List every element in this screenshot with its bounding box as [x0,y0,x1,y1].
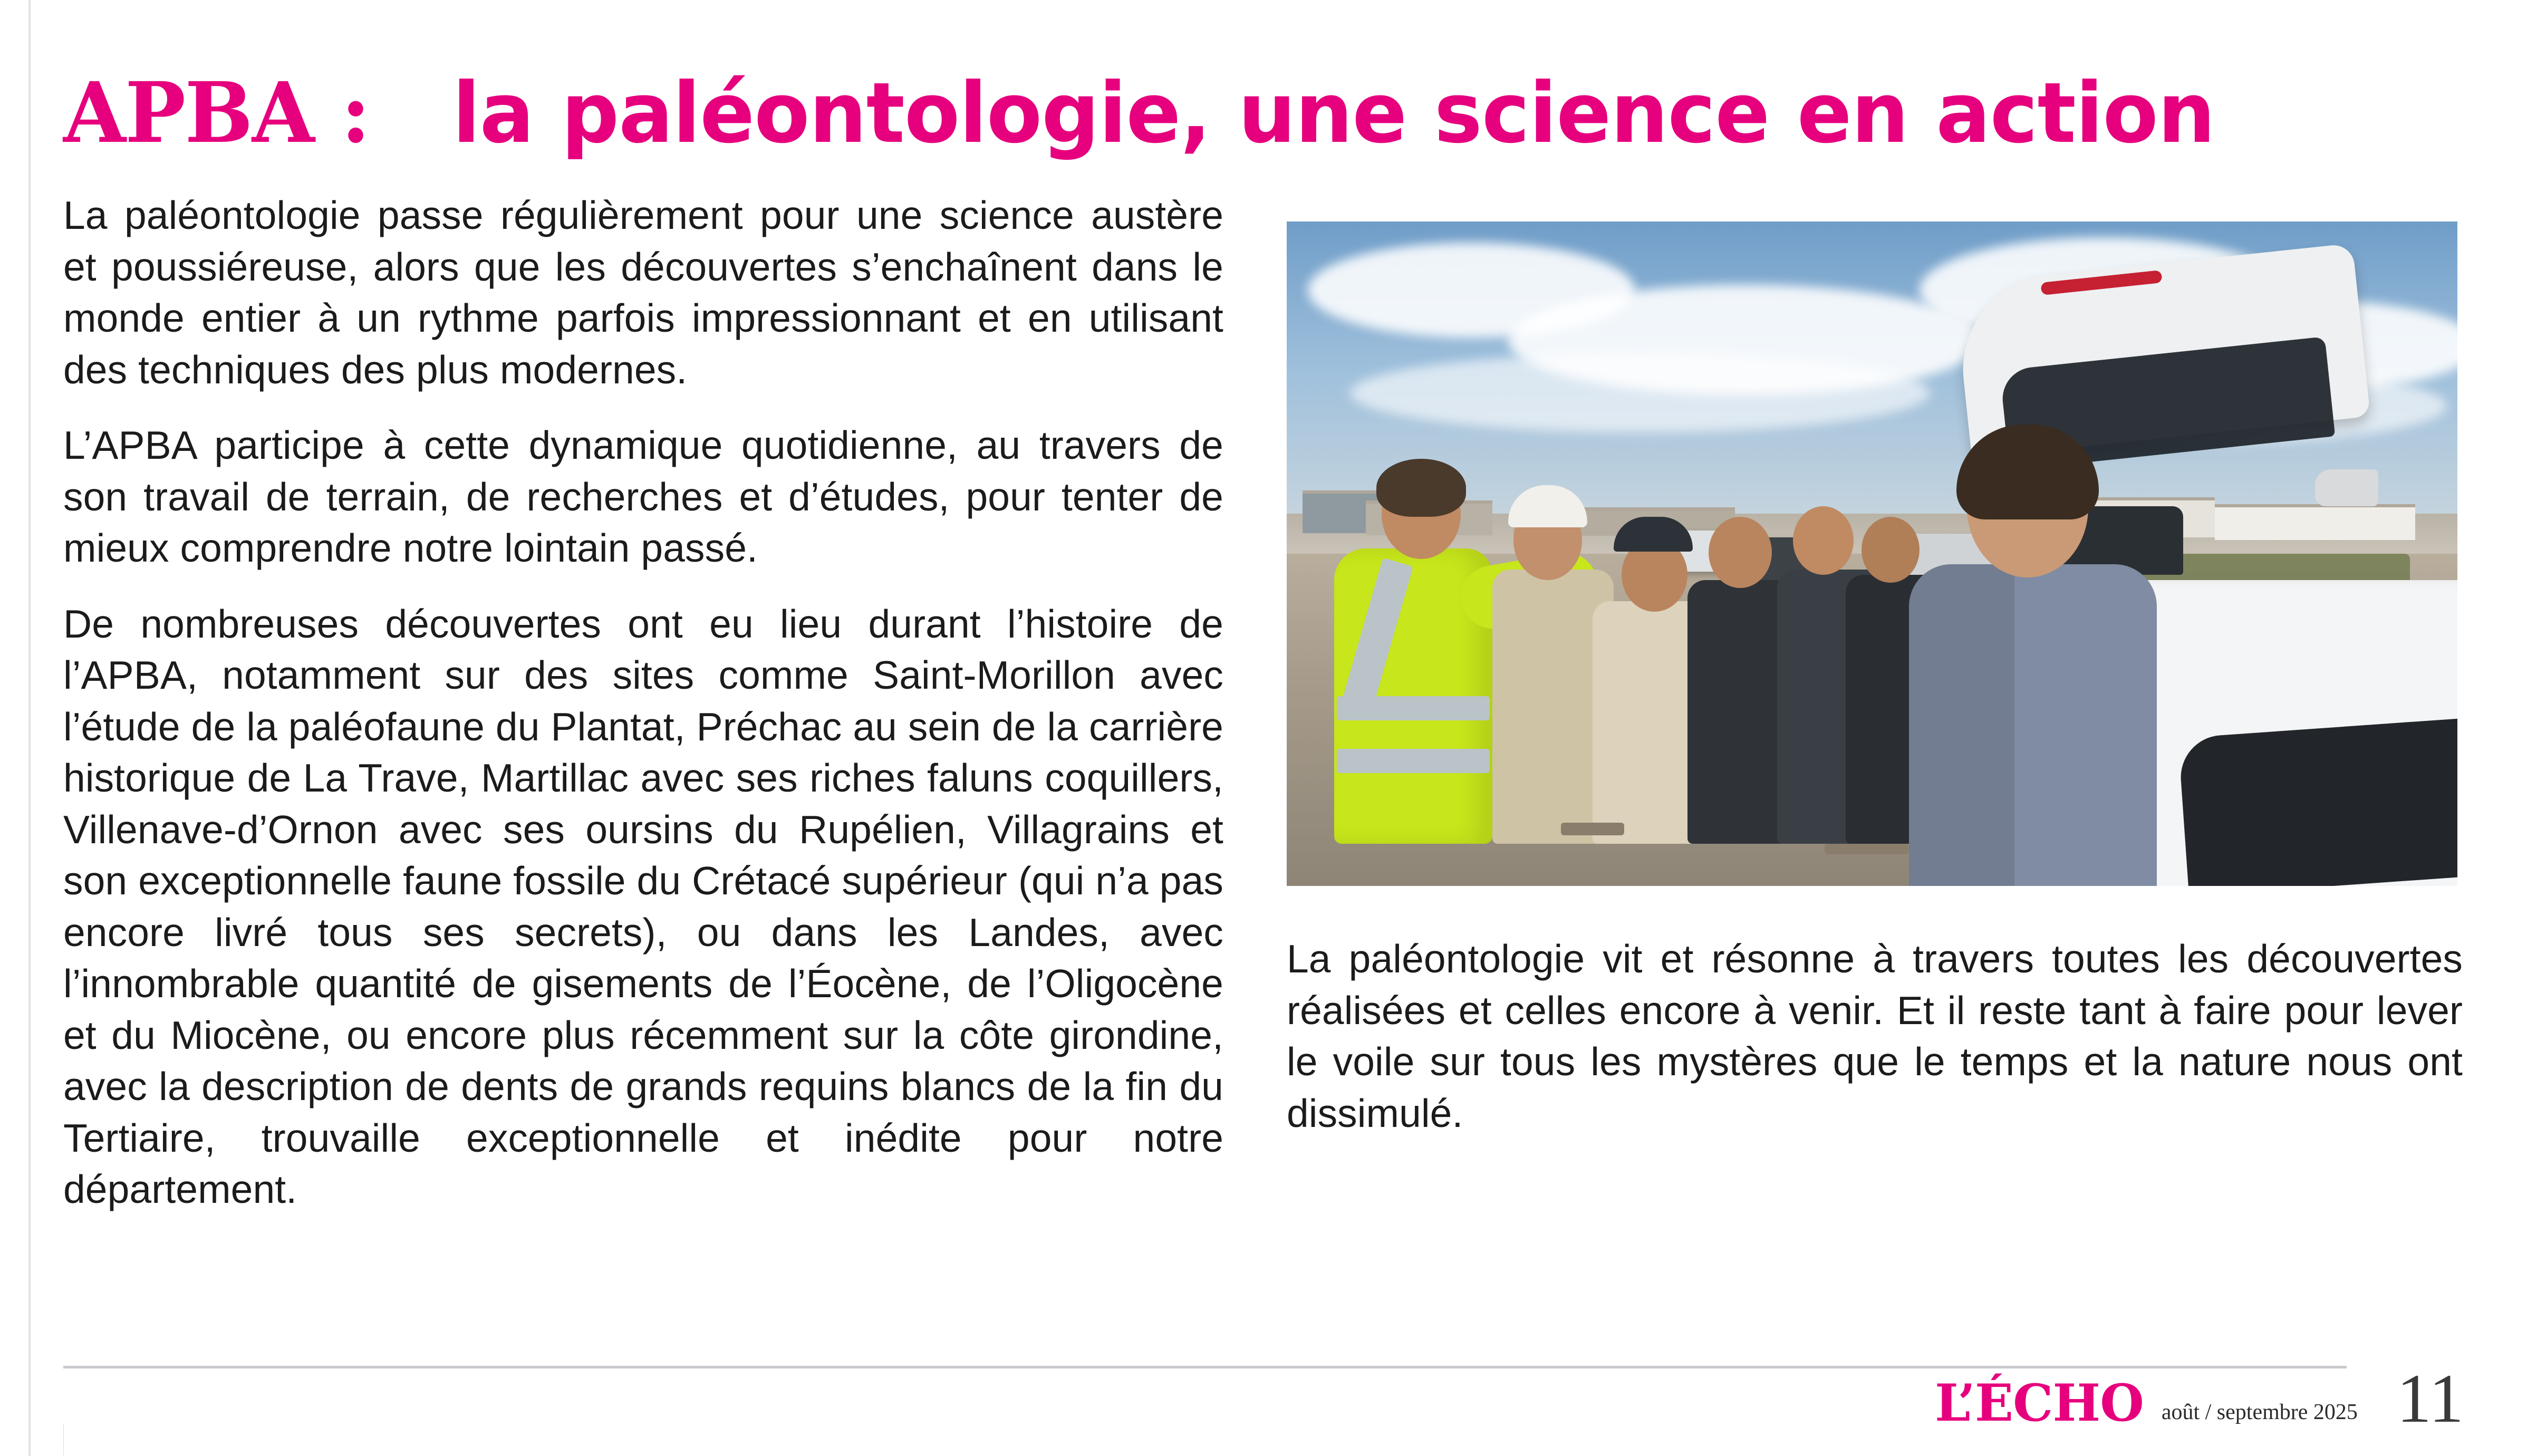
hi-vis-stripe [1337,749,1490,773]
page-footer [1935,1359,2464,1437]
torso-shading [1909,564,2014,886]
paragraph-2: L’APBA participe à cette dynamique quotidienne, au travers de son travail de terrain, de recherches et d’études, pour tenter de mieux comprendre notre lointain passé. [63,423,1223,570]
footer-tick [63,1424,64,1455]
ground-debris [1825,844,1909,854]
side-mirror [2315,469,2378,506]
paragraph-3: De nombreuses découvertes ont eu lieu durant l’histoire de l’APBA, notamment sur des sites comme Saint-Morillon avec l’étude de la paléofaune du Plantat, Préchac au sein de la carrière historique de La Trave, Martillac avec ses riches faluns coquillers, Villenave-d’Ornon avec ses oursins du Rupélien, Villagrains et son exceptionnelle faune fossile du Crétacé supérieur (qui n’a pas encore livré tous ses secrets), ou dans les Landes, avec l’innombrable quantité de gisements de l’Éocène, de l’Oligocène et du Miocène, ou encore plus récemment sur la côte girondine, avec la description de dents de grands requins blancs de la fin du Tertiaire, trouvaille exceptionnelle et inédite pour notre département. [63,601,1223,1211]
page-left-rule [28,0,31,1456]
photo-illustration [1287,221,2457,886]
paragraph-1: La paléontologie passe régulièrement pour une science austère et poussiéreuse, alors que les découvertes s’enchaînent dans le monde entier à un rythme parfois impressionnant et en utilisant des techniques des plus modernes. [63,193,1223,392]
field-outing-photograph [1287,221,2457,886]
headline-kicker: APBA : [63,64,370,162]
page-title [63,64,2396,162]
visitor-head [1862,517,1920,583]
issue-date: août / septembre 2025 [2161,1400,2358,1424]
article-body-column [63,190,1223,1216]
car-dark-panel [2178,718,2457,886]
caption-text: La paléontologie vit et résonne à travers toutes les découvertes réalisées et celles encore à venir. Et il reste tant à faire pour lever le voile sur tous les mystères que le temps et la nature nous ont dissimulé. [1287,937,2463,1135]
hair-shape [1376,459,1466,517]
visitor-head [1793,506,1854,575]
cloud-shape [1350,353,1930,432]
distant-building [2215,504,2415,540]
photo-caption [1287,933,2463,1139]
hi-vis-stripe [1337,696,1490,720]
ground-debris [1561,823,1624,835]
visitor-head [1709,517,1772,588]
headline-main: la paléontologie, une science en action [452,64,2215,162]
page-number: 11 [2396,1359,2464,1437]
publication-logo: L’ÉCHO [1935,1373,2144,1433]
